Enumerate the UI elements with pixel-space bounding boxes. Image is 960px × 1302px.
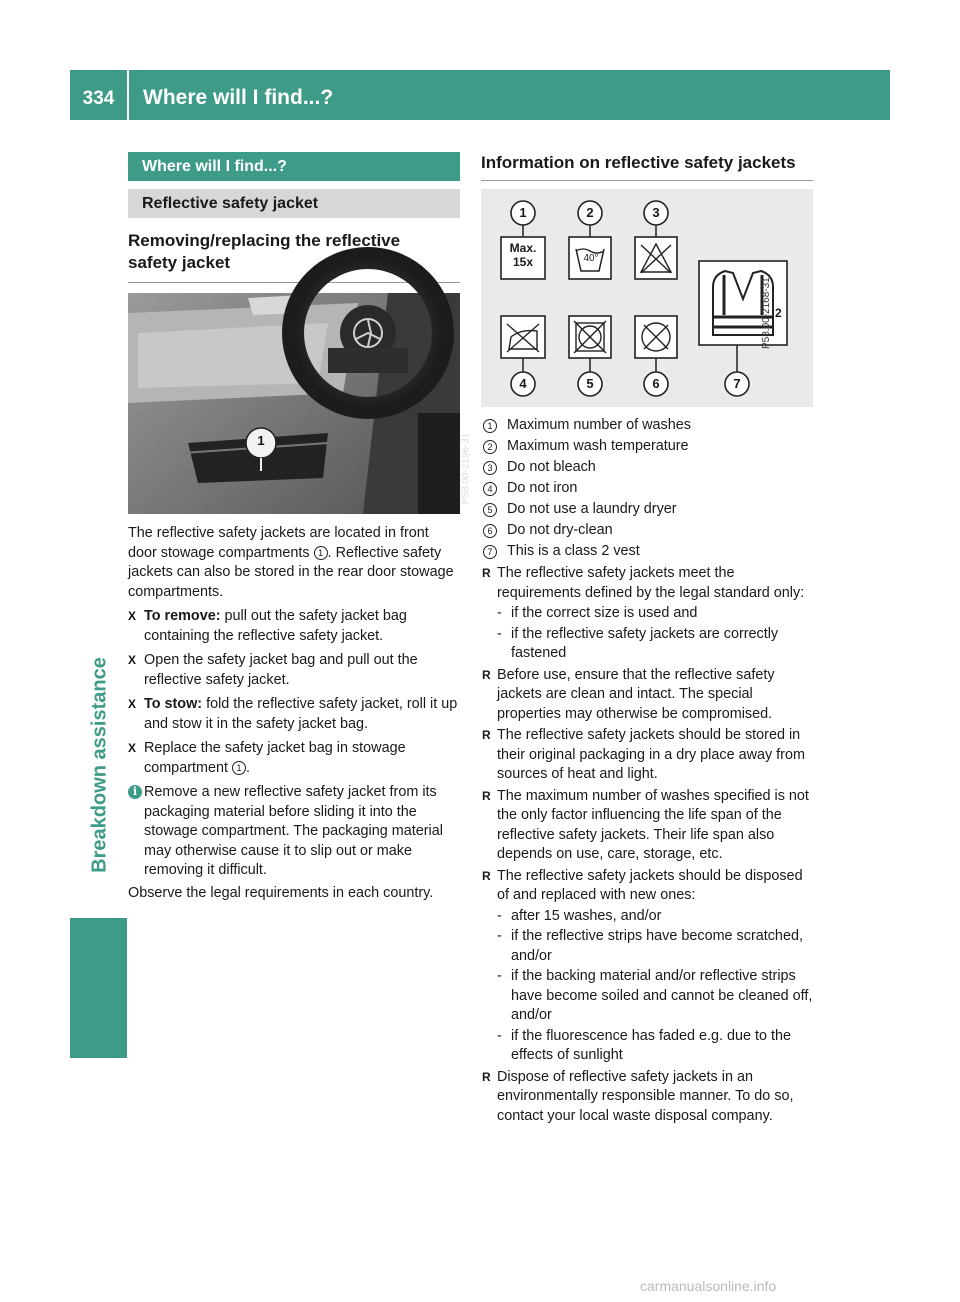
subsection-title: Reflective safety jacket — [128, 189, 460, 218]
legend-item — [481, 520, 813, 541]
sub-marker: - — [497, 907, 502, 924]
bullet-text: The maximum number of washes specified is not the only factor influencing the life span of the reflective safety jackets. Their life span also depends on use, care, storage, etc. — [497, 787, 809, 862]
bullet-marker: R — [482, 667, 491, 682]
step-stow-text: fold the reflective safety jacket, roll it up and stow it in the safety jacket bag. — [144, 696, 458, 732]
legend-text: Maximum wash temperature — [507, 438, 689, 454]
step-stow — [128, 695, 460, 734]
legend-item — [481, 457, 813, 478]
legend-num: 6 — [483, 524, 497, 538]
legend-num: 3 — [483, 461, 497, 475]
legend-item — [481, 415, 813, 436]
callout-ref-1: 1 — [314, 546, 328, 560]
sub-text: if the fluorescence has faded e.g. due to the effects of sunlight — [511, 1027, 792, 1063]
bullet-marker: R — [482, 566, 491, 580]
closing-paragraph: Observe the legal requirements in each country. — [128, 884, 434, 901]
sub-marker: - — [497, 968, 502, 984]
step-replace-text: Replace the safety jacket bag in stowage compartment — [144, 740, 406, 776]
max-label-line2: 15x — [512, 255, 534, 269]
bullet-marker: R — [482, 728, 491, 742]
sub-item — [481, 625, 813, 664]
diagram-callout-6: 6 — [652, 376, 660, 391]
legend-num: 4 — [483, 482, 497, 496]
step-open-text: Open the safety jacket bag and pull out the reflective safety jacket. — [144, 652, 418, 688]
intro-text-b: . Reflective safety jackets can also be stored in the rear door stowage compartments. — [128, 544, 454, 600]
side-tab-label: Breakdown assistance — [88, 657, 111, 873]
sub-item — [481, 907, 813, 927]
info-note-text: Remove a new reflective safety jacket from its packaging material before sliding it into the stowage compartment. The packaging material may otherwise cause it to slip out or make removing it difficult. — [144, 784, 443, 878]
bullet-text: Before use, ensure that the reflective safety jackets are clean and intact. The special properties may otherwise be compromised. — [497, 666, 775, 722]
sub-item — [481, 1027, 813, 1066]
sub-marker: - — [497, 928, 502, 944]
bullet-marker: R — [482, 868, 491, 883]
legend-item — [481, 478, 813, 499]
step-open — [128, 651, 460, 690]
max-label-line1: Max. — [509, 241, 537, 255]
door-photo-illustration — [128, 293, 460, 514]
side-tab-label-wrap — [80, 620, 120, 910]
sub-text: after 15 washes, and/or — [511, 907, 662, 924]
section-title: Where will I find...? — [128, 152, 460, 181]
sub-text: if the reflective strips have become scratched, and/or — [511, 928, 803, 964]
wash-temp-label: 40° — [583, 253, 599, 264]
bullet-item — [481, 1068, 813, 1127]
legend-num: 1 — [483, 419, 497, 433]
side-tab — [70, 120, 127, 1058]
diagram-code: P58.00-2168-31 — [761, 277, 772, 349]
legend-list — [481, 415, 813, 562]
sub-marker: - — [497, 605, 502, 621]
info-icon: i — [128, 785, 142, 799]
bullet-marker: R — [482, 788, 491, 803]
info-heading: Information on reflective safety jackets — [481, 152, 813, 181]
sub-item — [481, 967, 813, 1026]
watermark[interactable]: carmanualsonline.info — [640, 1278, 777, 1294]
bullet-item — [481, 564, 813, 603]
side-tab-block — [70, 918, 127, 1058]
procedure-heading-line1: Removing/replacing the reflective — [128, 231, 401, 250]
diagram-callout-1: 1 — [519, 205, 527, 220]
bullet-item — [481, 666, 813, 725]
header-divider — [127, 70, 129, 120]
legend-text: Do not bleach — [507, 459, 596, 475]
header-bar — [70, 70, 890, 120]
sub-text: if the backing material and/or reflective strips have become soiled and cannot be cleaned off, and/or — [511, 968, 813, 1023]
right-column — [481, 152, 813, 1126]
step-replace — [128, 739, 460, 778]
intro-paragraph — [128, 524, 460, 602]
step-marker: X — [128, 609, 137, 623]
bullet-text: The reflective safety jackets meet the requirements defined by the legal standard only: — [497, 565, 805, 601]
step-marker: X — [128, 697, 137, 711]
sub-marker: - — [497, 1027, 502, 1044]
legend-item — [481, 541, 813, 562]
bullet-text: The reflective safety jackets should be stored in their original packaging in a dry place away from sources of heat and light. — [497, 727, 805, 782]
diagram-callout-4: 4 — [519, 376, 527, 391]
header-title: Where will I find...? — [143, 86, 334, 109]
left-column — [128, 152, 472, 903]
bullet-item — [481, 787, 813, 865]
step-marker: X — [128, 741, 137, 755]
legend-text: Do not use a laundry dryer — [507, 501, 677, 517]
legend-text: Do not iron — [507, 480, 578, 496]
legend-text: Do not dry-clean — [507, 522, 613, 538]
sub-marker: - — [497, 625, 502, 642]
step-remove-text: pull out the safety jacket bag containing the reflective safety jacket. — [144, 608, 407, 644]
vest-class-label: 2 — [775, 306, 782, 320]
page-number: 334 — [82, 88, 115, 109]
diagram-callout-7: 7 — [733, 376, 741, 391]
legend-item — [481, 499, 813, 520]
procedure-heading-line2: safety jacket — [128, 253, 231, 272]
sub-text: if the reflective safety jackets are correctly fastened — [511, 625, 779, 661]
legend-num: 5 — [483, 503, 497, 517]
bullet-marker: R — [482, 1069, 491, 1084]
info-note — [128, 783, 460, 881]
photo-code: P58.00-2196-31 — [460, 432, 472, 505]
diagram-callout-5: 5 — [586, 376, 594, 391]
door-compartment-photo — [128, 293, 472, 514]
bullet-text: Dispose of reflective safety jackets in an environmentally responsible manner. To do so, contact your local waste disposal company. — [497, 1068, 794, 1124]
care-symbols-diagram — [481, 189, 813, 407]
sub-text: if the correct size is used and — [511, 605, 698, 621]
callout-ref-1: 1 — [232, 761, 246, 775]
step-remove — [128, 607, 460, 646]
diagram-callout-2: 2 — [586, 205, 594, 220]
step-replace-end: . — [245, 759, 250, 776]
legend-num: 2 — [483, 440, 497, 454]
sub-item — [481, 604, 813, 624]
bullet-item — [481, 867, 813, 906]
legend-text: Maximum number of washes — [507, 417, 691, 433]
legend-item — [481, 436, 813, 457]
step-marker: X — [128, 653, 137, 667]
intro-text-a: The reflective safety jackets are located in front door stowage compartments — [128, 525, 429, 561]
step-stow-label: To stow: — [144, 696, 203, 712]
legend-num: 7 — [483, 545, 497, 559]
legend-text: This is a class 2 vest — [507, 543, 640, 559]
bullet-text: The reflective safety jackets should be disposed of and replaced with new ones: — [497, 867, 803, 903]
step-remove-label: To remove: — [144, 608, 221, 624]
bullet-item — [481, 726, 813, 785]
max-washes-label — [501, 241, 545, 269]
photo-callout-1: 1 — [257, 433, 265, 448]
sub-item — [481, 927, 813, 966]
diagram-callout-3: 3 — [652, 205, 660, 220]
